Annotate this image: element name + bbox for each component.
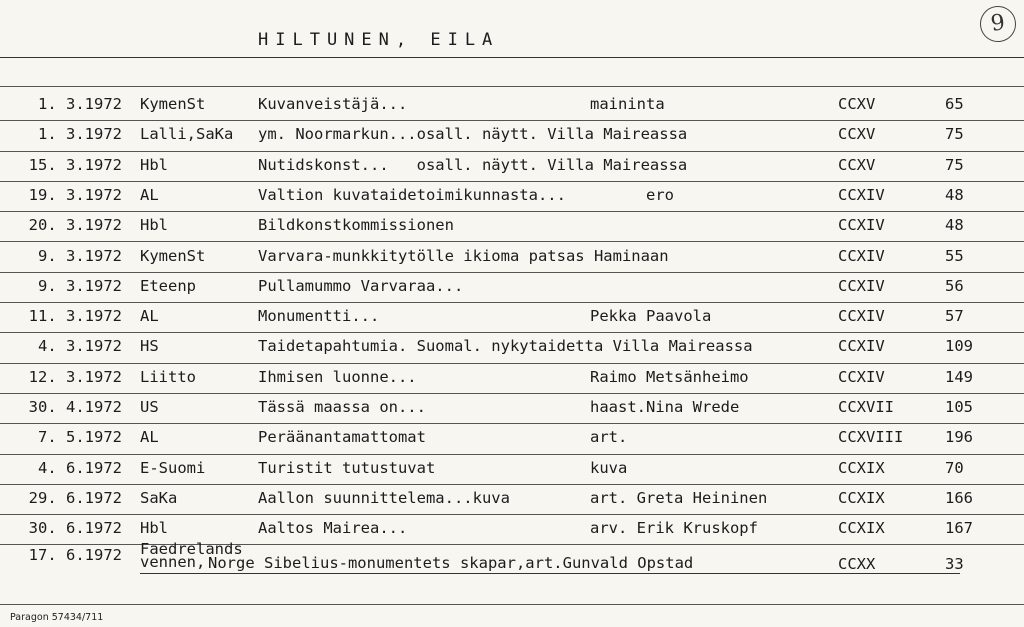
entry-date: 1. 3.1972 (38, 125, 122, 144)
row-divider (0, 484, 1024, 485)
table-row (0, 92, 1024, 122)
table-row (0, 365, 1024, 395)
row-divider (0, 423, 1024, 424)
entry-note: kuva (590, 458, 628, 477)
row-divider (0, 514, 1024, 515)
entry-date: 4. 3.1972 (38, 337, 122, 356)
entry-page: 109 (945, 337, 973, 356)
table-row-last (0, 540, 1024, 577)
table-row (0, 334, 1024, 364)
entry-source-line2: vennen, (140, 553, 206, 571)
row-divider (0, 332, 1024, 333)
header-rule (0, 57, 1024, 58)
entry-source: Eteenp (140, 276, 196, 295)
entry-source: AL (140, 428, 159, 447)
entry-note: Pekka Paavola (590, 307, 712, 326)
bottom-rule (0, 604, 1024, 605)
entry-source: Hbl (140, 216, 168, 235)
entry-source: US (140, 398, 159, 416)
entry-source: SaKa (140, 488, 178, 507)
entry-page: 75 (945, 125, 964, 144)
entry-date: 1. 3.1972 (38, 95, 122, 113)
entry-source: HS (140, 337, 159, 356)
entry-title: ym. Noormarkun...osall. näytt. Villa Maireassa (258, 125, 688, 144)
entry-volume: CCXV (838, 95, 876, 113)
entry-page: 75 (945, 155, 964, 174)
entry-volume: CCXIX (838, 519, 885, 538)
entry-source: E-Suomi (140, 458, 206, 477)
entry-page: 167 (945, 519, 973, 538)
entry-page: 70 (945, 458, 964, 477)
entry-date: 9. 3.1972 (38, 246, 122, 265)
entry-volume: CCXV (838, 125, 876, 144)
entry-page: 48 (945, 185, 964, 204)
entry-title: Varvara-munkkitytölle ikioma patsas Haminaan (258, 246, 669, 265)
entry-page: 33 (945, 555, 964, 573)
entry-source: AL (140, 185, 159, 204)
entry-page: 55 (945, 246, 964, 265)
entry-page: 196 (945, 428, 973, 447)
table-row (0, 486, 1024, 516)
table-row (0, 153, 1024, 183)
entry-page: 57 (945, 307, 964, 326)
entry-title: Ihmisen luonne... (258, 367, 417, 386)
entry-source-line1: Faedrelands (140, 540, 243, 558)
row-divider (0, 393, 1024, 394)
entry-title: Monumentti... (258, 307, 380, 326)
entry-page: 105 (945, 398, 973, 416)
entry-title: Valtion kuvataidetoimikunnasta... (258, 185, 566, 204)
header-rule-lower (0, 86, 1024, 87)
entry-date: 17. 6.1972 (28, 546, 122, 564)
row-divider (0, 211, 1024, 212)
entry-volume: CCXX (838, 555, 876, 573)
entry-volume: CCXIV (838, 337, 885, 356)
entry-note: art. Greta Heininen (590, 488, 768, 507)
entry-date: 20. 3.1972 (28, 216, 122, 235)
footer-label: Paragon 57434/711 (10, 612, 104, 623)
entry-title: Turistit tutustuvat (258, 458, 436, 477)
row-divider (0, 151, 1024, 152)
table-row (0, 395, 1024, 425)
entry-volume: CCXIV (838, 246, 885, 265)
entry-volume: CCXIV (838, 367, 885, 386)
entry-page: 65 (945, 95, 964, 113)
entry-page: 56 (945, 276, 964, 295)
card-number-circle: 9 (978, 4, 1019, 45)
table-row (0, 213, 1024, 243)
entry-title: Aallon suunnittelema...kuva (258, 488, 510, 507)
entry-title: Norge Sibelius-monumentets skapar,art.Gunvald Opstad (208, 554, 694, 572)
entry-title: Aaltos Mairea... (258, 519, 408, 538)
row-divider (0, 120, 1024, 121)
entry-date: 4. 6.1972 (38, 458, 122, 477)
entry-page: 166 (945, 488, 973, 507)
entry-date: 11. 3.1972 (28, 307, 122, 326)
entry-volume: CCXIV (838, 276, 885, 295)
entry-date: 12. 3.1972 (28, 367, 122, 386)
entry-note: Raimo Metsänheimo (590, 367, 749, 386)
entry-title: Nutidskonst... osall. näytt. Villa Maireassa (258, 155, 688, 174)
entry-volume: CCXV (838, 155, 876, 174)
entry-volume: CCXIV (838, 216, 885, 235)
entry-volume: CCXVII (838, 398, 894, 416)
entry-underline (140, 573, 960, 574)
table-row (0, 244, 1024, 274)
entry-source: Hbl (140, 519, 168, 538)
entry-date: 7. 5.1972 (38, 428, 122, 447)
row-divider (0, 454, 1024, 455)
entry-source: KymenSt (140, 95, 206, 113)
table-row (0, 183, 1024, 213)
entry-source: AL (140, 307, 159, 326)
entry-volume: CCXIX (838, 488, 885, 507)
entry-volume: CCXIV (838, 307, 885, 326)
entry-volume: CCXIX (838, 458, 885, 477)
entry-title: Peräänantamattomat (258, 428, 426, 447)
entry-source: Hbl (140, 155, 168, 174)
entry-title: Tässä maassa on... (258, 398, 426, 416)
table-row (0, 304, 1024, 334)
entry-volume: CCXIV (838, 185, 885, 204)
entry-page: 149 (945, 367, 973, 386)
row-divider (0, 181, 1024, 182)
table-row (0, 456, 1024, 486)
row-divider (0, 302, 1024, 303)
row-divider (0, 272, 1024, 273)
entry-date: 9. 3.1972 (38, 276, 122, 295)
entry-note: maininta (590, 95, 665, 113)
entry-title: Kuvanveistäjä... (258, 95, 408, 113)
entry-date: 15. 3.1972 (28, 155, 122, 174)
entry-title: Bildkonstkommissionen (258, 216, 454, 235)
table-row (0, 122, 1024, 152)
entry-source: Liitto (140, 367, 196, 386)
entry-date: 29. 6.1972 (28, 488, 122, 507)
entry-title: Pullamummo Varvaraa... (258, 276, 464, 295)
entry-note: haast.Nina Wrede (590, 398, 740, 416)
entry-title: Taidetapahtumia. Suomal. nykytaidetta Villa Maireassa (258, 337, 753, 356)
entry-source: Lalli,SaKa (140, 125, 234, 144)
entry-note: arv. Erik Kruskopf (590, 519, 758, 538)
entry-date: 19. 3.1972 (28, 185, 122, 204)
table-row (0, 425, 1024, 455)
entry-date: 30. 4.1972 (28, 398, 122, 416)
row-divider (0, 241, 1024, 242)
entry-volume: CCXVIII (838, 428, 904, 447)
entry-page: 48 (945, 216, 964, 235)
entry-source: KymenSt (140, 246, 206, 265)
entry-date: 30. 6.1972 (28, 519, 122, 538)
entry-note: ero (590, 185, 674, 204)
card-title: HILTUNEN, EILA (258, 30, 500, 50)
table-row (0, 274, 1024, 304)
entry-note: art. (590, 428, 628, 447)
row-divider (0, 363, 1024, 364)
